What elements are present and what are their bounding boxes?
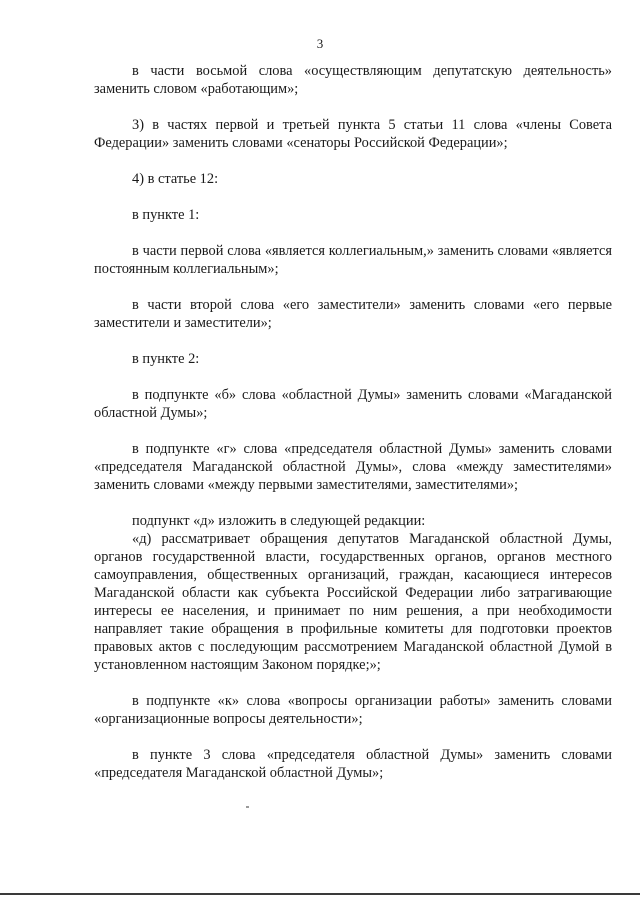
paragraph-item-4-heading: 4) в статье 12: <box>132 171 219 187</box>
paragraph-subpoint-g: в подпункте «г» слова «председателя областной Думы» заменить словами «председателя Магаданской областной Думы», слова «между заместителями» заменить словами «между первыми заместителями, заместителями»; <box>94 441 612 493</box>
paragraph-point-3: в пункте 3 слова «председателя областной Думы» заменить словами «председателя Магаданской областной Думы»; <box>94 747 612 781</box>
paragraph-point-1-heading: в пункте 1: <box>132 207 200 223</box>
paragraph-subpoint-d-heading: подпункт «д» изложить в следующей редакции: <box>132 513 426 529</box>
paragraph-subpoint-k: в подпункте «к» слова «вопросы организации работы» заменить словами «организационные вопросы деятельности»; <box>94 693 612 727</box>
paragraph-part-eight: в части восьмой слова «осуществляющим депутатскую деятельность» заменить словом «работающим»; <box>94 63 612 97</box>
scan-speck <box>246 806 249 808</box>
page-number: 3 <box>316 36 324 51</box>
paragraph-subpoint-b: в подпункте «б» слова «областной Думы» заменить словами «Магаданской областной Думы»; <box>94 387 612 421</box>
scan-bottom-edge <box>0 893 640 895</box>
paragraph-part-one: в части первой слова «является коллегиальным,» заменить словами «является постоянным коллегиальным»; <box>94 243 612 277</box>
paragraph-item-3: 3) в частях первой и третьей пункта 5 статьи 11 слова «члены Совета Федерации» заменить словами «сенаторы Российской Федерации»; <box>94 117 612 151</box>
paragraph-point-2-heading: в пункте 2: <box>132 351 200 367</box>
paragraph-part-two: в части второй слова «его заместители» заменить словами «его первые заместители и заместители»; <box>94 297 612 331</box>
document-body <box>94 62 612 800</box>
paragraph-subpoint-d-text: «д) рассматривает обращения депутатов Магаданской областной Думы, органов государственной власти, государственных органов, органов местного самоуправления, общественных организаций, граждан, касающиеся интересов Магаданской области как субъекта Российской Федерации либо затрагивающие интересы ее населения, и принимает по ним решения, а при необходимости направляет такие обращения в профильные комитеты для подготовки проектов правовых актов с последующим рассмотрением Магаданской областной Думой в установленном настоящим Законом порядке;»; <box>94 531 612 673</box>
